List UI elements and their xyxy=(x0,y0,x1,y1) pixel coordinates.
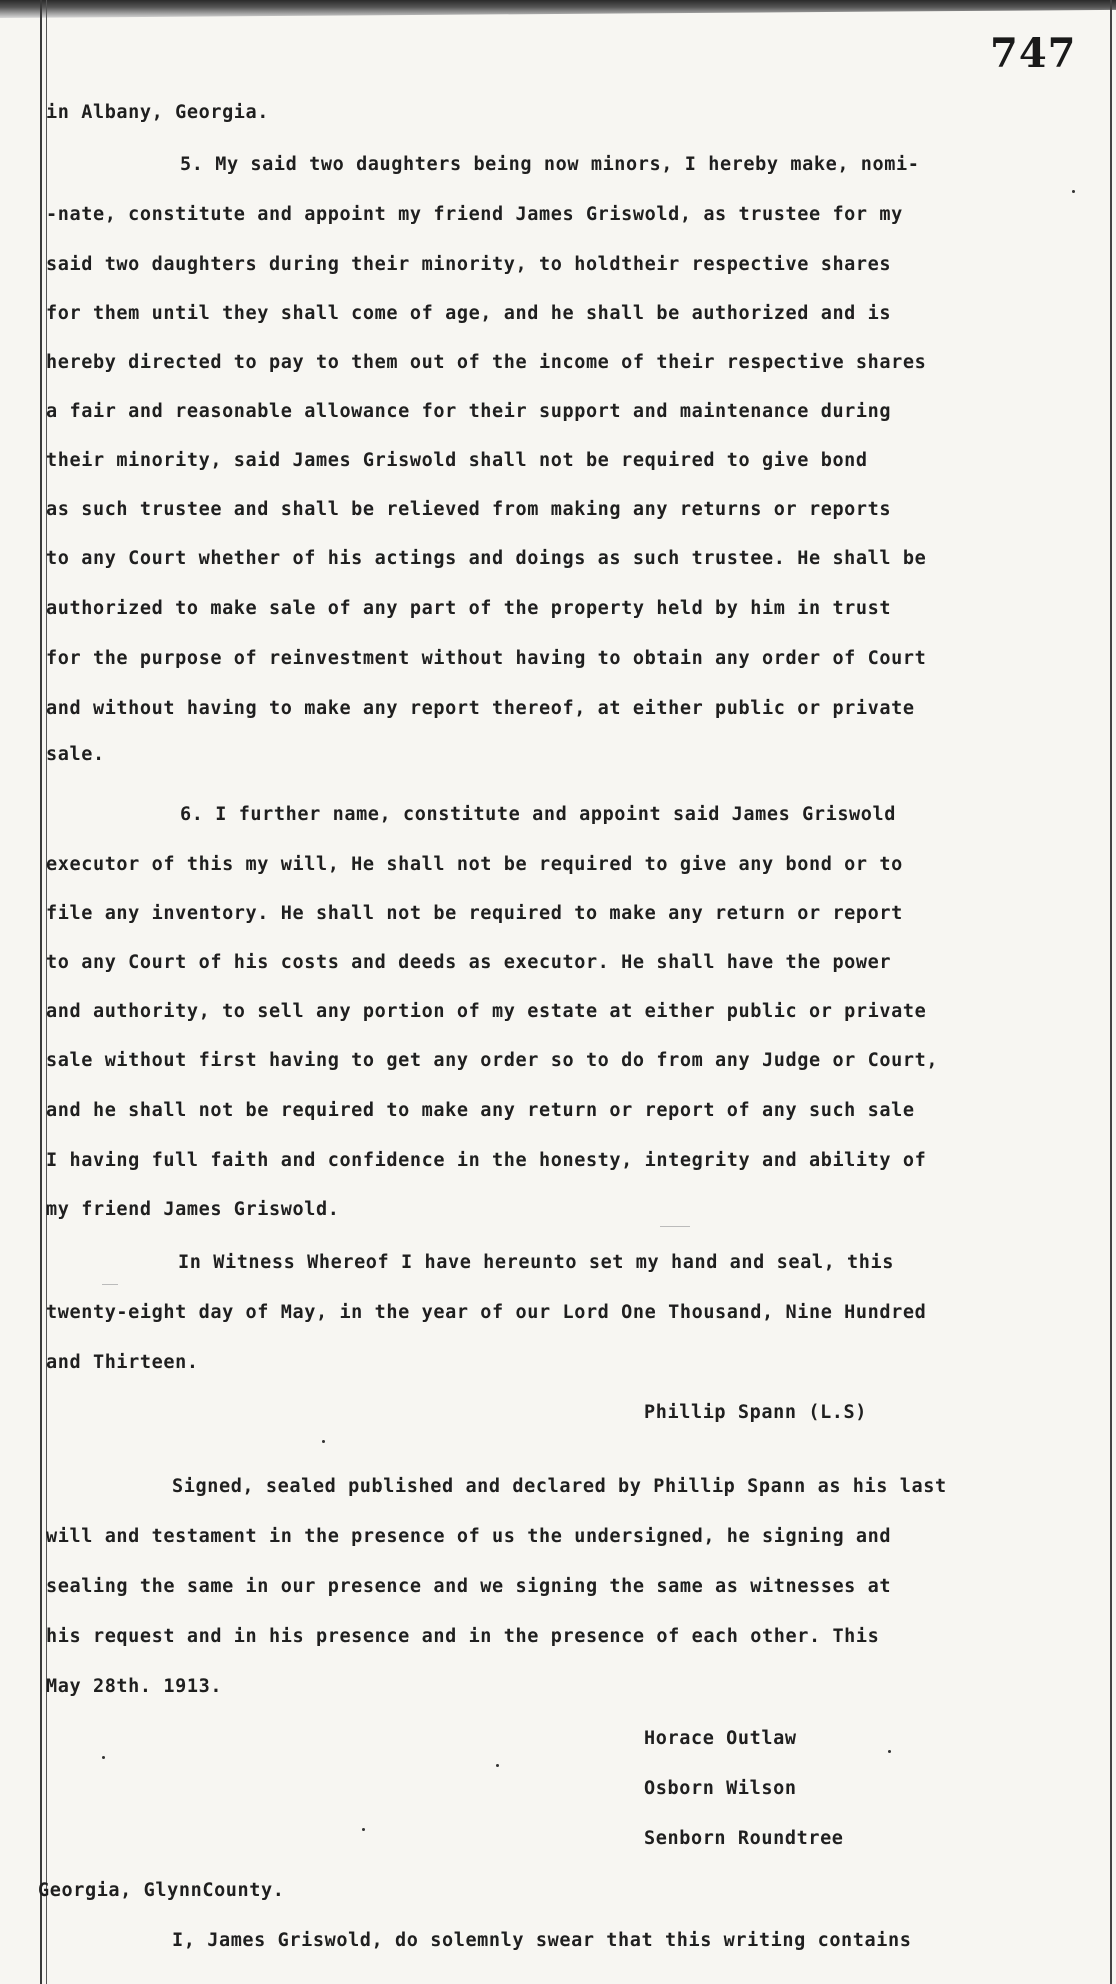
witness-name: Osborn Wilson xyxy=(644,1778,797,1799)
text-line: May 28th. 1913. xyxy=(46,1676,223,1697)
text-line: -nate, constitute and appoint my friend James Griswold, as trustee for my xyxy=(46,204,903,225)
page-number: 747 xyxy=(990,30,1077,77)
text-line: and without having to make any report thereof, at either public or private xyxy=(46,698,915,719)
text-line: 5. My said two daughters being now minors, I hereby make, nomi- xyxy=(180,154,920,175)
scan-faint-mark xyxy=(102,1284,118,1285)
text-line: in Albany, Georgia. xyxy=(46,102,270,123)
text-line: for them until they shall come of age, and he shall be authorized and is xyxy=(46,303,892,324)
text-line: their minority, said James Griswold shall not be required to give bond xyxy=(46,450,868,471)
text-line: his request and in his presence and in the presence of each other. This xyxy=(46,1626,880,1647)
text-line: I having full faith and confidence in the honesty, integrity and ability of xyxy=(46,1150,927,1171)
witness-name: Horace Outlaw xyxy=(644,1728,797,1749)
text-line: sale. xyxy=(46,744,105,765)
text-line: authorized to make sale of any part of the property held by him in trust xyxy=(46,598,892,619)
scan-speck xyxy=(102,1756,105,1759)
text-line: 6. I further name, constitute and appoint said James Griswold xyxy=(180,804,897,825)
text-line: In Witness Whereof I have hereunto set my hand and seal, this xyxy=(178,1252,895,1273)
text-line: twenty-eight day of May, in the year of our Lord One Thousand, Nine Hundred xyxy=(46,1302,927,1323)
right-margin-rule xyxy=(1110,0,1112,1984)
scan-speck xyxy=(322,1440,325,1443)
text-line: a fair and reasonable allowance for their support and maintenance during xyxy=(46,401,892,422)
text-line: my friend James Griswold. xyxy=(46,1199,340,1220)
text-line: Georgia, GlynnCounty. xyxy=(38,1880,285,1901)
text-line: to any Court whether of his actings and doings as such trustee. He shall be xyxy=(46,548,927,569)
text-line: for the purpose of reinvestment without having to obtain any order of Court xyxy=(46,648,927,669)
scan-speck xyxy=(496,1764,499,1767)
scan-speck xyxy=(888,1750,891,1753)
text-line: hereby directed to pay to them out of the income of their respective shares xyxy=(46,352,927,373)
text-line: file any inventory. He shall not be required to make any return or report xyxy=(46,903,903,924)
text-line: Signed, sealed published and declared by Phillip Spann as his last xyxy=(172,1476,947,1497)
text-line: and Thirteen. xyxy=(46,1352,199,1373)
scan-top-edge xyxy=(0,0,1116,18)
witness-name: Senborn Roundtree xyxy=(644,1828,844,1849)
scan-speck xyxy=(362,1828,365,1831)
text-line: will and testament in the presence of us the undersigned, he signing and xyxy=(46,1526,892,1547)
text-line: executor of this my will, He shall not be required to give any bond or to xyxy=(46,854,903,875)
signature-testator: Phillip Spann (L.S) xyxy=(644,1402,868,1423)
text-line: I, James Griswold, do solemnly swear that this writing contains xyxy=(172,1930,912,1951)
text-line: as such trustee and shall be relieved from making any returns or reports xyxy=(46,499,892,520)
scan-faint-mark xyxy=(660,1226,690,1227)
text-line: and he shall not be required to make any return or report of any such sale xyxy=(46,1100,915,1121)
text-line: and authority, to sell any portion of my estate at either public or private xyxy=(46,1001,927,1022)
left-margin-rule xyxy=(40,0,42,1984)
text-line: sealing the same in our presence and we signing the same as witnesses at xyxy=(46,1576,892,1597)
text-line: said two daughters during their minority, to holdtheir respective shares xyxy=(46,254,892,275)
text-line: sale without first having to get any order so to do from any Judge or Court, xyxy=(46,1050,939,1071)
scan-speck xyxy=(1072,190,1075,193)
text-line: to any Court of his costs and deeds as executor. He shall have the power xyxy=(46,952,892,973)
